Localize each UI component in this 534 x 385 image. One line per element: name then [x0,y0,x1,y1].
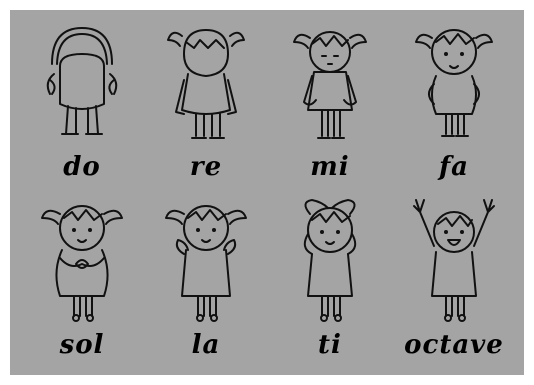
figure-sol [20,192,144,370]
note-label-do: do [63,152,101,182]
note-label-ti: ti [318,330,342,360]
figure-octave [392,192,516,370]
solfege-grid [20,14,516,370]
girl-fa-drawing [402,14,506,154]
note-label-la: la [191,330,221,360]
girl-mi-drawing [278,14,382,154]
note-label-fa: fa [438,152,470,182]
girl-do-drawing [30,14,134,154]
note-label-re: re [189,152,223,182]
girl-ti-drawing [278,192,382,332]
figure-ti [268,192,392,370]
note-label-sol: sol [59,330,105,360]
figure-mi [268,14,392,192]
figure-la [144,192,268,370]
illustration-panel [10,10,524,375]
figure-fa [392,14,516,192]
note-label-octave: octave [404,330,504,360]
girl-sol-drawing [30,192,134,332]
figure-do [20,14,144,192]
figure-re [144,14,268,192]
girl-la-drawing [154,192,258,332]
note-label-mi: mi [310,152,350,182]
girl-octave-drawing [402,192,506,332]
girl-re-drawing [154,14,258,154]
